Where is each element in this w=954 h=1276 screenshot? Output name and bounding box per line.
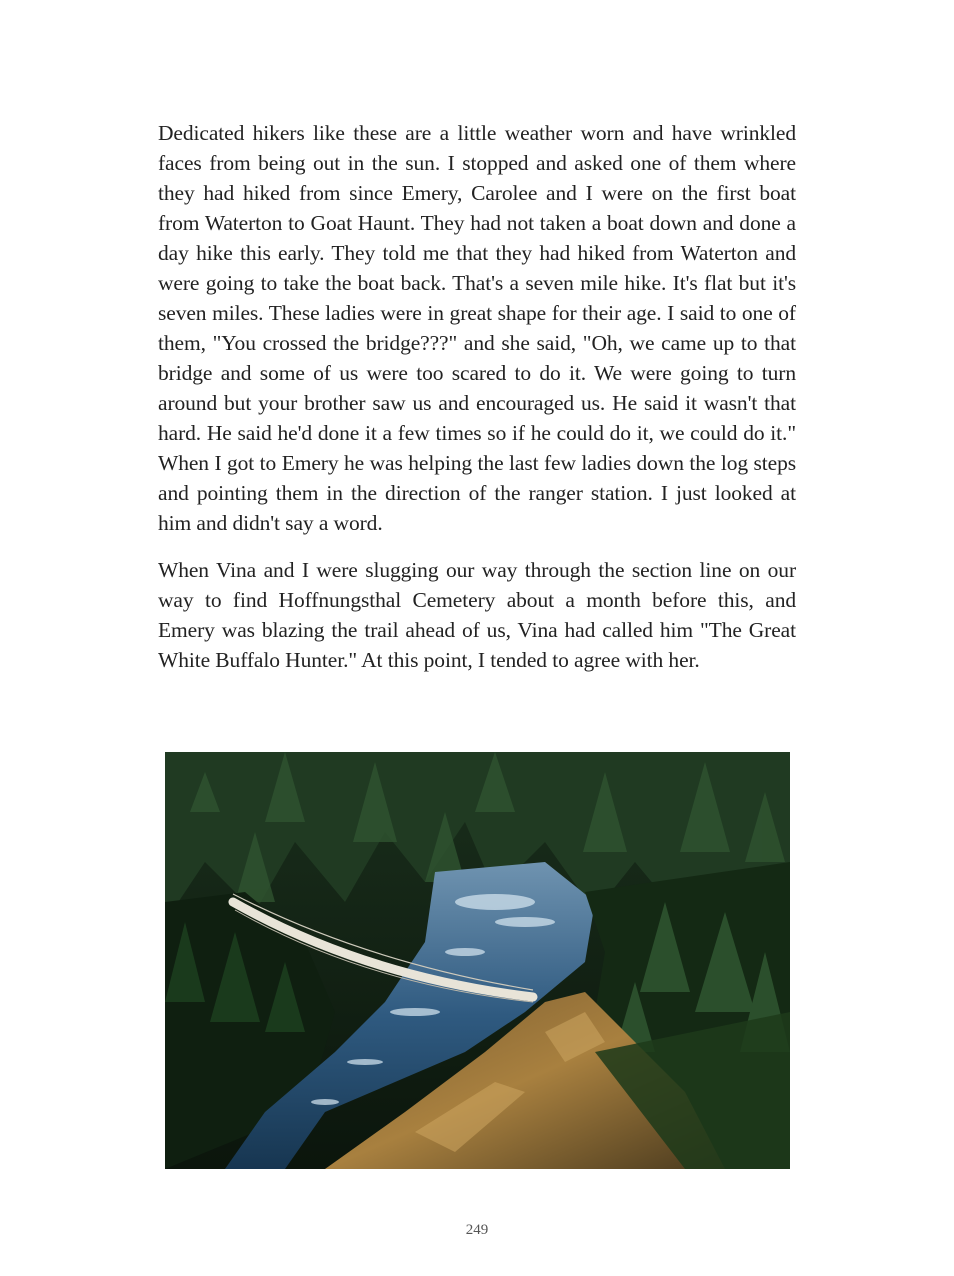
bridge-photo: [165, 752, 790, 1169]
paragraph-2: When Vina and I were slugging our way through the section line on our way to find Hoffnungsthal Cemetery about a month before this, and Emery was blazing the trail ahead of us, Vina had called him "The Great White Buffalo Hunter." At this point, I tended to agree with her.: [158, 558, 796, 672]
paragraph-1: Dedicated hikers like these are a little weather worn and have wrinkled faces from being out in the sun. I stopped and asked one of them where they had hiked from since Emery, Carolee and I were on the first boat from Waterton to Goat Haunt. They had not taken a boat down and done a day hike this early. They told me that they had hiked from Waterton and were going to take the boat back. That's a seven mile hike. It's flat but it's seven miles. These ladies were in great shape for their age. I said to one of them, "You crossed the bridge???" and she said, "Oh, we came up to that bridge and some of us were too scared to do it. We were going to turn around but your brother saw us and encouraged us. He said it wasn't that hard. He said he'd done it a few times so if he could do it, we could do it." When I got to Emery he was helping the last few ladies down the log steps and pointing them in the direction of the ranger station. I just looked at him and didn't say a word.: [158, 121, 796, 535]
photo-illustration: [165, 752, 790, 1169]
body-text: [158, 118, 796, 675]
page-number: 249: [465, 1222, 489, 1238]
